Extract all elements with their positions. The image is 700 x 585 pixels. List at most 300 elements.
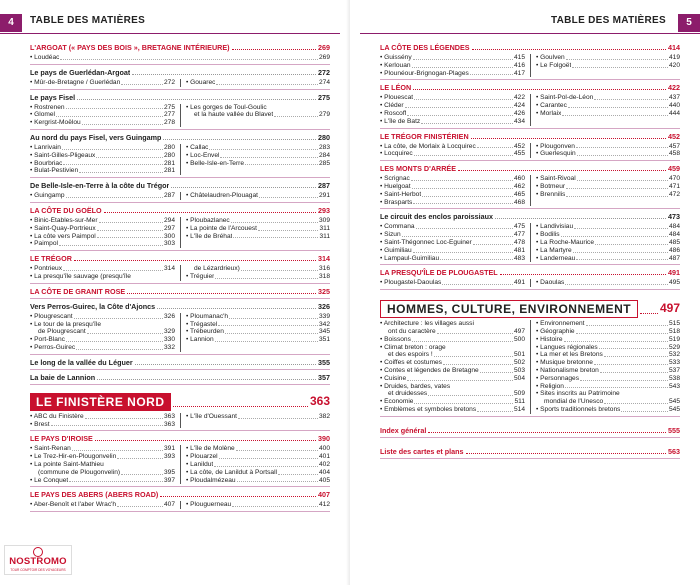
- leader-dots: [428, 426, 666, 433]
- toc-entry[interactable]: [186, 225, 330, 233]
- toc-entry[interactable]: [186, 111, 330, 119]
- toc-entry[interactable]: [186, 104, 330, 112]
- toc-entry[interactable]: [380, 102, 525, 110]
- toc-entry[interactable]: [380, 191, 525, 199]
- section-page: 407: [318, 490, 330, 500]
- entry-page: 281: [163, 159, 175, 167]
- toc-entry-column: [380, 143, 530, 159]
- leader-dots: [437, 328, 513, 334]
- entry-page: 339: [318, 312, 330, 320]
- toc-entry[interactable]: [380, 118, 525, 126]
- leader-dots: [573, 247, 668, 253]
- toc-entry[interactable]: [380, 175, 525, 183]
- toc-section-heading[interactable]: [30, 358, 330, 367]
- toc-entry[interactable]: [380, 367, 525, 375]
- toc-entry-column: [530, 94, 680, 125]
- part-heading-hommes-culture[interactable]: [380, 300, 680, 318]
- entry-page: 391: [163, 445, 175, 453]
- entry-page: 342: [318, 320, 330, 328]
- section-separator: [380, 160, 680, 161]
- toc-entry-column: [180, 501, 330, 509]
- toc-entry[interactable]: [380, 62, 525, 70]
- toc-entry[interactable]: [30, 344, 175, 352]
- entry-title: • Trébeurden: [186, 328, 224, 336]
- entry-title: • Lannion: [186, 336, 214, 344]
- entry-page: 486: [668, 246, 680, 254]
- toc-entry[interactable]: [186, 192, 330, 200]
- entry-page: 407: [163, 501, 175, 509]
- toc-entry[interactable]: [186, 461, 330, 469]
- leader-dots: [412, 62, 513, 68]
- entry-title: • Guimiliau: [380, 246, 412, 254]
- toc-entry[interactable]: [536, 239, 680, 247]
- section-separator: [30, 129, 330, 130]
- entry-page: 477: [513, 231, 525, 239]
- toc-entry[interactable]: [536, 102, 680, 110]
- toc-section-heading[interactable]: [380, 447, 680, 456]
- toc-section-heading[interactable]: [380, 164, 680, 173]
- toc-entry[interactable]: [380, 375, 525, 383]
- toc-entry[interactable]: [536, 279, 680, 287]
- entry-title: • Coiffes et costumes: [380, 359, 442, 367]
- entry-title: • La Roche-Maurice: [536, 238, 595, 246]
- leader-dots: [621, 406, 668, 412]
- toc-entry[interactable]: [380, 398, 525, 406]
- toc-entry-column: [380, 320, 530, 414]
- entry-title: • L'île de Molène: [186, 445, 235, 453]
- section-separator: [30, 354, 330, 355]
- toc-section-heading[interactable]: [380, 212, 680, 221]
- toc-entry[interactable]: [30, 421, 175, 429]
- toc-entry[interactable]: [186, 144, 330, 152]
- toc-entry[interactable]: [30, 336, 175, 344]
- entry-page: 518: [668, 327, 680, 335]
- toc-entry[interactable]: [186, 336, 330, 344]
- leader-dots: [117, 501, 163, 507]
- leader-dots: [60, 54, 318, 60]
- toc-entry[interactable]: [30, 453, 175, 461]
- leader-dots: [74, 254, 316, 261]
- entry-page: 311: [319, 232, 330, 240]
- toc-entry[interactable]: [30, 461, 175, 469]
- leader-dots: [232, 43, 316, 50]
- toc-entry[interactable]: [380, 351, 525, 359]
- toc-entry[interactable]: [30, 313, 175, 321]
- entry-title: • Commana: [380, 223, 415, 231]
- toc-entry[interactable]: [380, 110, 525, 118]
- toc-entry[interactable]: [30, 233, 175, 241]
- entry-page: 294: [163, 216, 175, 224]
- toc-entry[interactable]: [380, 336, 525, 344]
- toc-entry[interactable]: [536, 143, 680, 151]
- section-title: Le circuit des enclos paroissiaux: [380, 212, 494, 222]
- toc-section-heading[interactable]: [380, 268, 680, 277]
- toc-entry[interactable]: [30, 152, 175, 160]
- toc-entry[interactable]: [536, 367, 680, 375]
- entry-page: 519: [668, 335, 680, 343]
- toc-entry[interactable]: [380, 231, 525, 239]
- entry-page: 462: [513, 182, 525, 190]
- toc-entry-column: [30, 413, 180, 429]
- entry-title: • Tréguier: [186, 272, 215, 280]
- entry-title: • Landivisiau: [536, 223, 574, 231]
- toc-entry[interactable]: [536, 62, 680, 70]
- toc-entry[interactable]: [30, 413, 175, 421]
- toc-entry[interactable]: [186, 313, 330, 321]
- toc-section-heading[interactable]: [30, 43, 330, 52]
- toc-entry[interactable]: [536, 247, 680, 255]
- leader-dots: [577, 150, 668, 156]
- toc-entry[interactable]: [536, 110, 680, 118]
- toc-entry[interactable]: [380, 94, 525, 102]
- leader-dots: [443, 359, 513, 365]
- section-separator: [30, 384, 330, 385]
- leader-dots: [576, 328, 668, 334]
- leader-dots: [440, 255, 513, 261]
- toc-entry[interactable]: [536, 344, 680, 352]
- toc-entry[interactable]: [380, 344, 525, 352]
- section-separator: [30, 430, 330, 431]
- leader-dots: [416, 223, 513, 229]
- leader-dots: [259, 192, 318, 198]
- entry-title: • Callac: [186, 143, 209, 151]
- toc-entry[interactable]: [536, 94, 680, 102]
- leader-dots: [576, 255, 668, 261]
- section-separator: [30, 511, 330, 512]
- section-page: 287: [318, 181, 330, 191]
- toc-entries: [30, 79, 330, 87]
- toc-entry[interactable]: [380, 247, 525, 255]
- entry-page: 401: [318, 453, 330, 461]
- entry-title: • Brasparts: [380, 198, 413, 206]
- toc-entry[interactable]: [30, 469, 175, 477]
- toc-entry[interactable]: [30, 144, 175, 152]
- toc-entry[interactable]: [30, 265, 175, 273]
- entry-page: 303: [163, 240, 175, 248]
- leader-dots: [245, 160, 318, 166]
- entry-page: 330: [163, 336, 175, 344]
- toc-entry[interactable]: [536, 351, 680, 359]
- leader-dots: [95, 434, 316, 441]
- toc-entry[interactable]: [186, 469, 330, 477]
- toc-entry[interactable]: [380, 143, 525, 151]
- toc-entry[interactable]: [30, 111, 175, 119]
- section-page: 314: [318, 254, 330, 264]
- toc-entry[interactable]: [30, 119, 175, 127]
- leader-dots: [127, 287, 316, 294]
- toc-entry[interactable]: [536, 398, 680, 406]
- entry-page: 500: [513, 335, 525, 343]
- toc-entry[interactable]: [186, 477, 330, 485]
- toc-entry[interactable]: [380, 255, 525, 263]
- section-page: 275: [318, 92, 330, 102]
- toc-entry[interactable]: [380, 54, 525, 62]
- entry-title: • La pointe de l'Arcouest: [186, 224, 258, 232]
- toc-entry-column: [30, 104, 180, 127]
- toc-entry[interactable]: [186, 233, 330, 241]
- leader-dots: [434, 351, 513, 357]
- entry-title: • Lampaul-Guimiliau: [380, 254, 440, 262]
- entry-page: 275: [163, 103, 175, 111]
- toc-entry[interactable]: [186, 217, 330, 225]
- toc-entry[interactable]: [186, 273, 330, 281]
- toc-section-heading[interactable]: [380, 43, 680, 52]
- page-header-title: TABLE DES MATIÈRES: [550, 15, 666, 26]
- toc-entry[interactable]: [30, 328, 175, 336]
- entry-page: 412: [318, 501, 330, 509]
- toc-entry[interactable]: [380, 223, 525, 231]
- entry-title: • Druides, bardes, vates: [380, 382, 451, 390]
- entry-title: • Guingamp: [30, 192, 65, 200]
- toc-entry-column: [180, 445, 330, 484]
- toc-entry[interactable]: [536, 336, 680, 344]
- toc-entry[interactable]: [30, 104, 175, 112]
- leader-dots: [580, 375, 668, 381]
- entry-title: • Les gorges de Toul-Goulic: [186, 103, 267, 111]
- entry-title: • Botmeur: [536, 182, 566, 190]
- leader-dots: [216, 79, 318, 85]
- toc-entry[interactable]: [30, 54, 330, 62]
- toc-entry[interactable]: [186, 328, 330, 336]
- leader-dots: [121, 469, 163, 475]
- toc-entry-column: [30, 144, 180, 175]
- toc-entry[interactable]: [536, 150, 680, 158]
- entry-title: • Trégastel: [186, 320, 218, 328]
- entry-title: • Ploubazlanec: [186, 216, 230, 224]
- leader-dots: [77, 93, 316, 100]
- leader-dots: [414, 398, 513, 404]
- toc-section-heading[interactable]: [30, 434, 330, 443]
- section-title: Le long de la vallée du Léguer: [30, 357, 133, 367]
- toc-entry[interactable]: [536, 175, 680, 183]
- toc-section-heading[interactable]: [30, 93, 330, 102]
- toc-section-heading[interactable]: [30, 287, 330, 296]
- section-separator: [380, 458, 680, 459]
- toc-entry[interactable]: [536, 383, 680, 391]
- toc-section-heading[interactable]: [380, 132, 680, 141]
- leader-dots: [576, 143, 668, 149]
- toc-entry[interactable]: [30, 321, 175, 329]
- leader-dots: [225, 328, 318, 334]
- toc-entry[interactable]: [380, 390, 525, 398]
- toc-section-heading[interactable]: [380, 83, 680, 92]
- entry-title: • Belle-Isle-en-Terre: [186, 159, 245, 167]
- toc-entry[interactable]: [536, 255, 680, 263]
- toc-section-heading[interactable]: [30, 302, 330, 311]
- toc-entry-column: [30, 54, 330, 62]
- entry-title: • Aber-Benoît et l'aber Wrac'h: [30, 501, 117, 509]
- toc-entry[interactable]: [536, 375, 680, 383]
- leader-dots: [218, 321, 318, 327]
- entry-title: • Personnages: [536, 374, 579, 382]
- part-page: 497: [659, 301, 680, 316]
- entry-page: 363: [163, 420, 175, 428]
- toc-entry[interactable]: [380, 70, 525, 78]
- entry-title: • Kergrist-Moëlou: [30, 119, 81, 127]
- entry-page: 277: [163, 111, 175, 119]
- toc-entry[interactable]: [186, 79, 330, 87]
- entry-page: 485: [668, 238, 680, 246]
- toc-entry[interactable]: [380, 320, 525, 328]
- toc-entry[interactable]: [30, 192, 175, 200]
- entry-title: et druidesses: [388, 390, 428, 398]
- leader-dots: [470, 70, 513, 76]
- entry-page: 472: [668, 190, 680, 198]
- toc-entry[interactable]: [380, 383, 525, 391]
- toc-entry[interactable]: [186, 160, 330, 168]
- entry-title: • Musique bretonne: [536, 359, 593, 367]
- spacer: [380, 438, 680, 444]
- toc-entry-column: [530, 175, 680, 206]
- leader-dots: [566, 183, 668, 189]
- toc-section-heading[interactable]: [30, 68, 330, 77]
- toc-entry[interactable]: [536, 320, 680, 328]
- toc-entry[interactable]: [536, 390, 680, 398]
- toc-entry[interactable]: [30, 217, 175, 225]
- entry-title: • Morlaix: [536, 109, 562, 117]
- toc-entry[interactable]: [186, 445, 330, 453]
- toc-entry[interactable]: [186, 453, 330, 461]
- section-page: 563: [668, 446, 680, 456]
- toc-entry[interactable]: [380, 150, 525, 158]
- toc-entry[interactable]: [380, 183, 525, 191]
- toc-section-heading[interactable]: [30, 490, 330, 499]
- entry-title: • La côte vers Paimpol: [30, 232, 96, 240]
- leader-dots: [477, 406, 513, 412]
- entry-title: • Mûr-de-Bretagne / Guerlédan: [30, 78, 121, 86]
- toc-entry[interactable]: [30, 501, 175, 509]
- entry-title: • Géographie: [536, 327, 575, 335]
- toc-entry[interactable]: [186, 413, 330, 421]
- leader-dots: [274, 111, 318, 117]
- leader-dots: [471, 132, 666, 139]
- entry-page: 481: [513, 246, 525, 254]
- entry-page: 419: [668, 54, 680, 61]
- toc-entry[interactable]: [30, 445, 175, 453]
- leader-dots: [82, 119, 163, 125]
- globe-icon: [33, 547, 43, 557]
- toc-entry[interactable]: [536, 406, 680, 414]
- entry-page: 291: [318, 192, 330, 200]
- leader-dots: [421, 118, 513, 124]
- entry-title: • Guissény: [380, 54, 412, 61]
- toc-entry-column: [380, 54, 530, 77]
- entry-page: 470: [668, 175, 680, 183]
- toc-entry[interactable]: [380, 406, 525, 414]
- leader-dots: [97, 233, 163, 239]
- toc-entry[interactable]: [536, 359, 680, 367]
- toc-entry[interactable]: [536, 328, 680, 336]
- toc-entry[interactable]: [30, 160, 175, 168]
- logo-subtitle: TOUR COMPTOIR DES VOYAGEURS: [10, 568, 66, 572]
- leader-dots: [495, 212, 666, 219]
- toc-entry[interactable]: [30, 240, 175, 248]
- toc-entry[interactable]: [30, 273, 175, 281]
- toc-entry[interactable]: [536, 54, 680, 62]
- leader-dots: [236, 445, 318, 451]
- entry-page: 458: [668, 150, 680, 158]
- leader-dots: [405, 102, 513, 108]
- toc-entry[interactable]: [186, 265, 330, 273]
- page-number: 5: [686, 17, 692, 28]
- toc-entries: [380, 94, 680, 125]
- toc-entry[interactable]: [186, 152, 330, 160]
- entry-title: • Saint-Gilles-Pligeaux: [30, 151, 96, 159]
- toc-entry[interactable]: [536, 223, 680, 231]
- toc-entry[interactable]: [536, 183, 680, 191]
- section-title: LA CÔTE DE GRANIT ROSE: [30, 286, 126, 296]
- entry-title: • Ploudalmézeau: [186, 476, 236, 484]
- entry-title: (commune de Plougonvelin): [38, 468, 121, 476]
- entry-title: de Lézardrieux): [194, 265, 240, 273]
- entry-title: • La presqu'île sauvage (presqu'île: [30, 272, 131, 280]
- part-page: 363: [309, 393, 330, 408]
- toc-entry[interactable]: [30, 167, 175, 175]
- section-title: LE PAYS DES ABERS (ABERS ROAD): [30, 490, 159, 500]
- leader-dots: [121, 79, 163, 85]
- leader-dots: [56, 111, 163, 117]
- toc-entry[interactable]: [186, 321, 330, 329]
- toc-entry[interactable]: [380, 359, 525, 367]
- toc-entry[interactable]: [380, 279, 525, 287]
- entry-title: • Carantec: [536, 102, 567, 110]
- toc-entry[interactable]: [536, 231, 680, 239]
- toc-entry[interactable]: [536, 191, 680, 199]
- toc-section-heading[interactable]: [380, 426, 680, 435]
- section-title: De Belle-Isle-en-Terre à la côte du Trégor: [30, 181, 170, 191]
- toc-section-heading[interactable]: [30, 373, 330, 382]
- leader-dots: [214, 461, 318, 467]
- entry-page: 491: [513, 279, 525, 287]
- toc-entry[interactable]: [30, 225, 175, 233]
- entry-page: 497: [513, 327, 525, 335]
- entry-title: • Saint-Herbot: [380, 190, 422, 198]
- toc-section-heading[interactable]: [30, 181, 330, 190]
- toc-section-heading[interactable]: [30, 254, 330, 263]
- entry-page: 495: [668, 279, 680, 287]
- leader-dots: [413, 83, 666, 90]
- entry-page: 457: [668, 142, 680, 150]
- entry-page: 351: [318, 336, 330, 344]
- leader-dots: [238, 413, 318, 419]
- toc-section-heading[interactable]: [30, 206, 330, 215]
- part-title: HOMMES, CULTURE, ENVIRONNEMENT: [380, 300, 638, 318]
- entry-page: 279: [318, 111, 330, 119]
- toc-entry[interactable]: [380, 239, 525, 247]
- toc-entries: [30, 501, 330, 509]
- toc-entry[interactable]: [30, 477, 175, 485]
- toc-entries: [380, 223, 680, 262]
- leader-dots: [594, 94, 668, 100]
- toc-entry-column: [380, 279, 530, 287]
- entry-title: • Landerneau: [536, 254, 576, 262]
- toc-entries: [30, 144, 330, 175]
- toc-entry-column: [380, 94, 530, 125]
- toc-entry[interactable]: [186, 501, 330, 509]
- entry-page: 545: [668, 398, 680, 406]
- toc-section-heading[interactable]: [30, 133, 330, 142]
- entry-title: • Locquirec: [380, 150, 413, 158]
- toc-entries: [30, 192, 330, 200]
- entry-title: • Loudéac: [30, 54, 60, 61]
- section-page: 390: [318, 434, 330, 444]
- part-heading-finistere-nord[interactable]: [30, 393, 330, 411]
- toc-entry[interactable]: [380, 199, 525, 207]
- leader-dots: [412, 183, 513, 189]
- toc-entry[interactable]: [380, 328, 525, 336]
- entry-title: • Scrignac: [380, 175, 410, 183]
- toc-entry[interactable]: [30, 79, 175, 87]
